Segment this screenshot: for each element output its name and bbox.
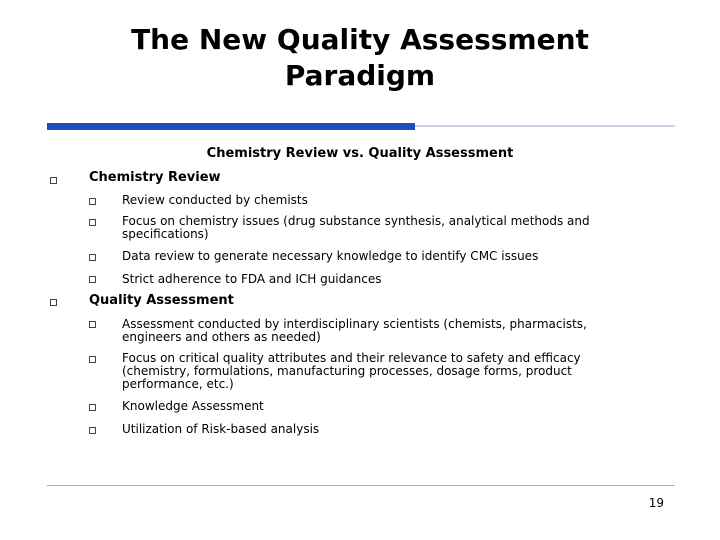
slide-title-line2: Paradigm xyxy=(284,59,436,92)
bullet-square-icon xyxy=(89,427,96,434)
list-item: Assessment conducted by interdisciplinary scientists (chemists, pharmacists, engineers and others as needed) xyxy=(122,317,587,344)
page-number: 19 xyxy=(648,496,664,510)
bullet-square-icon xyxy=(89,276,96,283)
list-item: Knowledge Assessment xyxy=(122,399,264,413)
bullet-square-icon xyxy=(89,321,96,328)
footer-divider xyxy=(47,485,675,486)
slide-subtitle: Chemistry Review vs. Quality Assessment xyxy=(206,146,514,161)
bullet-square-icon xyxy=(89,219,96,226)
bullet-square-icon xyxy=(89,198,96,205)
bullet-square-icon xyxy=(89,254,96,261)
slide-title xyxy=(0,22,720,94)
bullet-square-icon xyxy=(89,356,96,363)
list-item: Data review to generate necessary knowledge to identify CMC issues xyxy=(122,249,539,263)
list-item: Focus on chemistry issues (drug substance synthesis, analytical methods and specifications) xyxy=(122,214,590,241)
bullet-square-icon xyxy=(89,404,96,411)
list-item: Strict adherence to FDA and ICH guidances xyxy=(122,272,382,286)
bullet-square-icon xyxy=(50,177,57,184)
title-divider-accent xyxy=(47,123,415,130)
list-item: Focus on critical quality attributes and their relevance to safety and efficacy (chemistry, formulations, manufacturing processes, dosage forms, product performance, etc.) xyxy=(122,351,581,391)
section-heading-quality-assessment: Quality Assessment xyxy=(89,293,234,308)
bullet-square-icon xyxy=(50,299,57,306)
list-item: Review conducted by chemists xyxy=(122,193,308,207)
slide-title-line1: The New Quality Assessment xyxy=(131,23,589,56)
list-item: Utilization of Risk-based analysis xyxy=(122,422,320,436)
section-heading-chemistry-review: Chemistry Review xyxy=(89,170,221,185)
